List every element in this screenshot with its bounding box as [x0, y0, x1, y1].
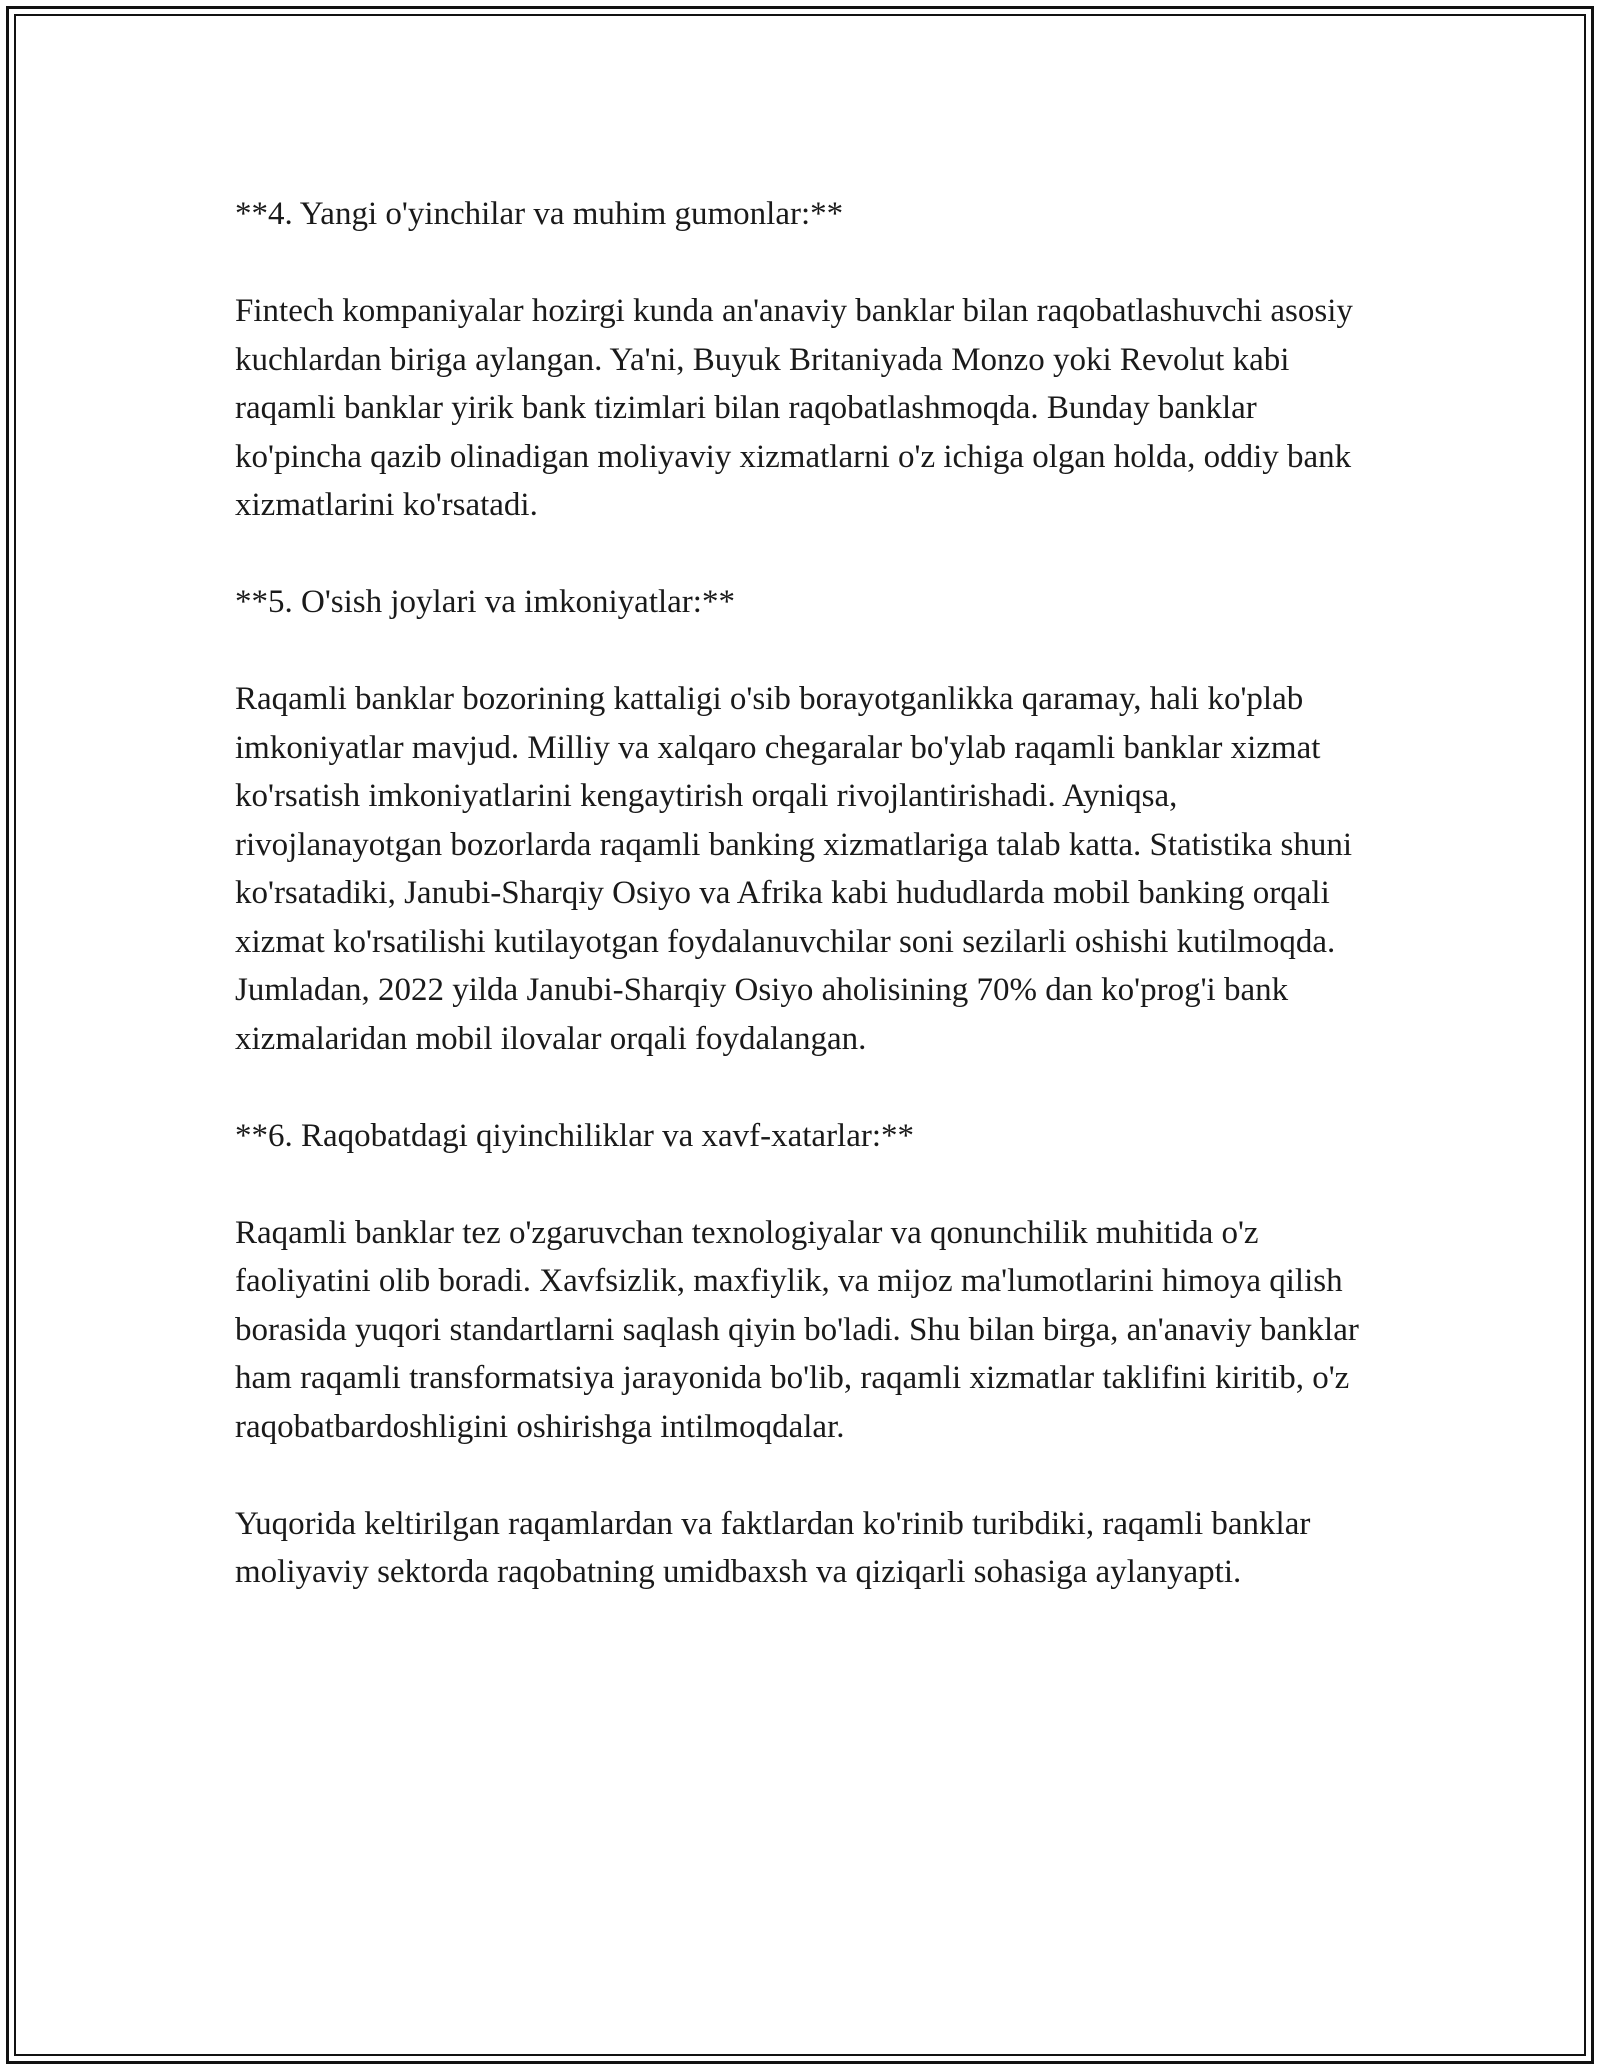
section-heading-4: **4. Yangi o'yinchilar va muhim gumonlar:** [235, 196, 844, 232]
section-paragraph-6: Raqamli banklar tez o'zgaruvchan texnologiyalar va qonunchilik muhitida o'z faoliyatini olib boradi. Xavfsizlik, maxfiylik, va mijoz ma'lumotlarini himoya qilish borasida yuqori standartlarni saqlash qiyin bo'ladi. Shu bilan birga, an'anaviy banklar ham raqamli transformatsiya jarayonida bo'lib, raqamli xizmatlar taklifini kiritib, o'z raqobatbardoshligini oshirishga intilmoqdalar. [235, 1214, 1359, 1445]
spacer [235, 530, 1365, 579]
section-heading-5: **5. O'sish joylari va imkoniyatlar:** [235, 584, 735, 620]
section-paragraph-4: Fintech kompaniyalar hozirgi kunda an'anaviy banklar bilan raqobatlashuvchi asosiy kuchlardan biriga aylangan. Ya'ni, Buyuk Britaniyada Monzo yoki Revolut kabi raqamli banklar yirik bank tizimlari bilan raqobatlashmoqda. Bunday banklar ko'pincha qazib olinadigan moliyaviy xizmatlarni o'z ichiga olgan holda, oddiy bank xizmatlarini ko'rsatadi. [235, 293, 1353, 523]
conclusion-paragraph: Yuqorida keltirilgan raqamlardan va faktlardan ko'rinib turibdiki, raqamli banklar moliyaviy sektorda raqobatning umidbaxsh va qiziqarli sohasiga aylanyapti. [235, 1505, 1311, 1590]
spacer [235, 239, 1365, 288]
spacer [235, 627, 1365, 676]
spacer [235, 1063, 1365, 1112]
document-body [235, 190, 1365, 1597]
spacer [235, 1451, 1365, 1500]
spacer [235, 1160, 1365, 1209]
section-paragraph-5: Raqamli banklar bozorining kattaligi o'sib borayotganlikka qaramay, hali ko'plab imkoniyatlar mavjud. Milliy va xalqaro chegaralar bo'ylab raqamli banklar xizmat ko'rsatish imkoniyatlarini kengaytirish orqali rivojlantirishadi. Ayniqsa, rivojlanayotgan bozorlarda raqamli banking xizmatlariga talab katta. Statistika shuni ko'rsatadiki, Janubi-Sharqiy Osiyo va Afrika kabi hududlarda mobil banking orqali xizmat ko'rsatilishi kutilayotgan foydalanuvchilar soni sezilarli oshishi kutilmoqda. Jumladan, 2022 yilda Janubi-Sharqiy Osiyo aholisining 70% dan ko'prog'i bank xizmalaridan mobil ilovalar orqali foydalangan. [235, 681, 1353, 1057]
section-heading-6: **6. Raqobatdagi qiyinchiliklar va xavf-xatarlar:** [235, 1117, 915, 1154]
